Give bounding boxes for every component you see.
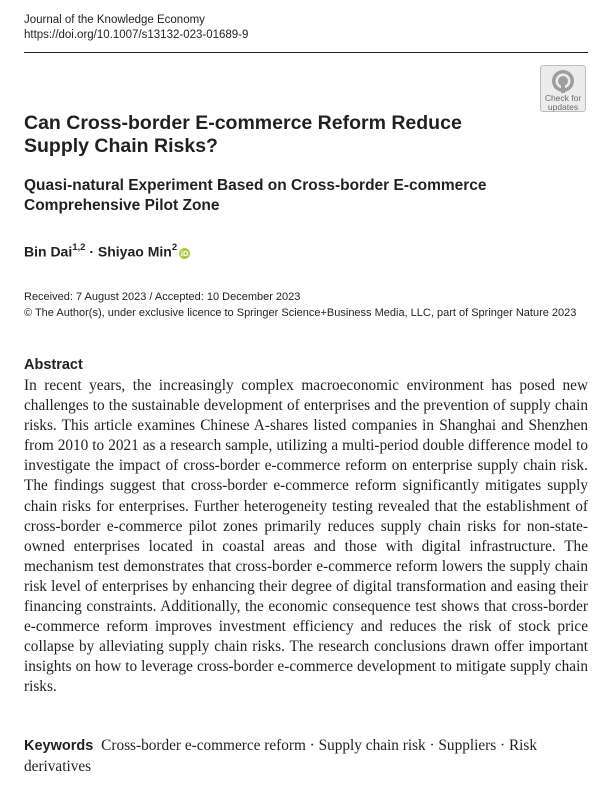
journal-header: [24, 13, 248, 43]
author-list: [24, 243, 190, 260]
keywords-section: [24, 736, 584, 777]
article-subtitle: Quasi-natural Experiment Based on Cross-border E-commerce Comprehensive Pilot Zone: [24, 177, 487, 214]
header-divider: [24, 52, 588, 53]
journal-name: Journal of the Knowledge Economy: [24, 14, 205, 26]
affiliation-marker[interactable]: 1,2: [72, 242, 86, 253]
keywords-label: Keywords: [24, 738, 94, 754]
author-name[interactable]: Bin Dai: [24, 243, 73, 260]
article-title: Can Cross-border E-commerce Reform Reduce Supply Chain Risks?: [24, 112, 462, 157]
check-for-updates-label: Check for updates: [544, 93, 582, 112]
doi-link[interactable]: https://doi.org/10.1007/s13132-023-01689-9: [24, 29, 249, 41]
check-for-updates-badge[interactable]: [540, 65, 586, 112]
abstract-text: In recent years, the increasingly complex macroeconomic environment has posed new challenges to the sustainable development of enterprises and the prevention of supply chain risks. This article examines Chinese A-shares listed companies in Shanghai and Shenzhen from 2010 to 2021 as a research sample, utilizing a multi-period double difference model to investigate the impact of cross-border e-commerce reform on enterprise supply chain risk. The findings suggest that cross-border e-commerce reform significantly mitigates supply chain risks for enterprises. Further heterogeneity testing revealed that the establishment of cross-border e-commerce pilot zones primarily reduces supply chain risks for non-state-owned enterprises located in coastal areas and those with digital infrastructure. The mechanism test demonstrates that cross-border e-commerce reform lowers the supply chain risk level of enterprises by enhancing their degree of digital transformation and easing their financing constraints. Additionally, the economic consequence test shows that cross-border e-commerce reform improves investment efficiency and reduces the risk of stock price collapse by alleviating supply chain risks. The research conclusions drawn offer important insights on how to leverage cross-border e-commerce development to mitigate supply chain risks.: [24, 377, 588, 696]
affiliation-marker[interactable]: 2: [171, 242, 178, 253]
orcid-icon[interactable]: iD: [180, 248, 189, 258]
copyright-line: © The Author(s), under exclusive licence to Springer Science+Business Media, LLC, part of Springer Nature 2023: [24, 307, 577, 319]
crossmark-icon: [551, 69, 575, 93]
received-accepted-line: Received: 7 August 2023 / Accepted: 10 December 2023: [24, 291, 301, 303]
abstract-heading: Abstract: [24, 357, 83, 373]
author-name[interactable]: Shiyao Min: [97, 243, 172, 260]
keywords-list: Cross-border e-commerce reform · Supply chain risk · Suppliers · Risk derivatives: [24, 737, 537, 775]
author-separator: ·: [85, 243, 98, 260]
publication-dates: [24, 289, 576, 321]
